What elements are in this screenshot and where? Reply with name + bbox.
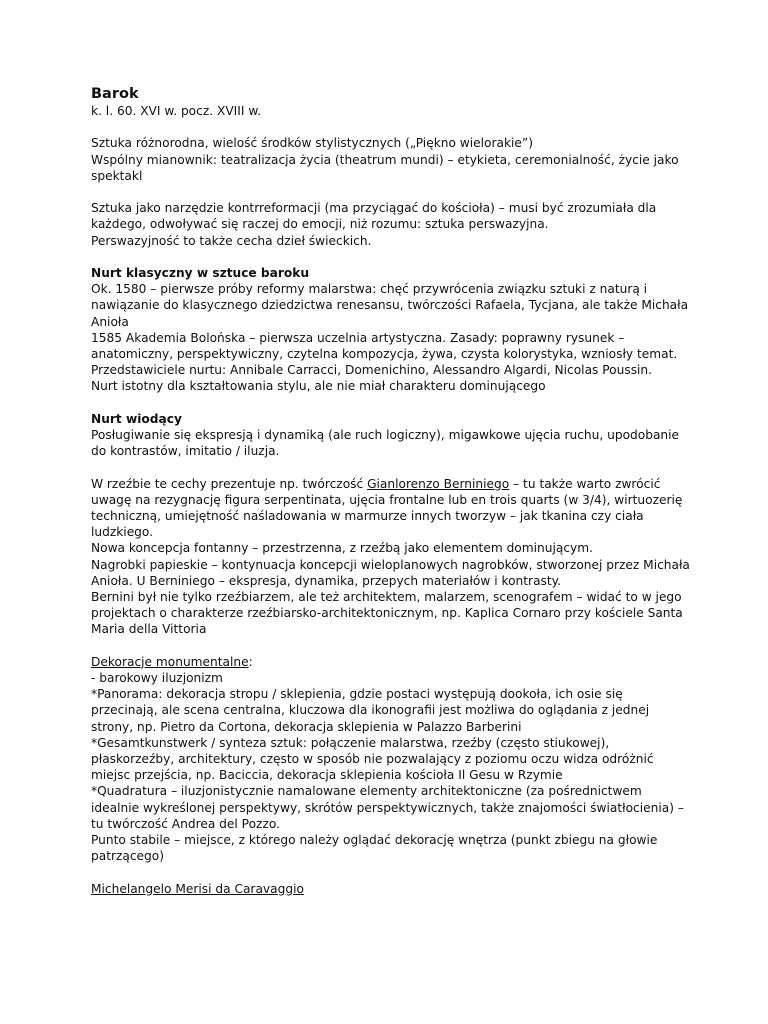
doc-title: Barok [91,86,139,102]
leading-heading: Nurt wiodący [91,411,182,426]
blank-line [91,864,691,880]
sculpture-pre-text: W rzeźbie te cechy prezentuje np. twórczość [91,476,368,491]
blank-line [91,249,691,265]
blank-line [91,459,691,475]
blank-line [91,119,691,135]
intro-paragraph-2: Wspólny mianownik: teatralizacja życia (theatrum mundi) – etykieta, ceremonialność, życie jako spektakl [91,152,679,183]
decor-paragraph-3: *Gesamtkunstwerk / synteza sztuk: połączenie malarstwa, rzeźby (często stiukowej), płaskorzeźby, architektury, często w sposób nie pozwalający z poziomu oczu widza odróżnić miejsc przejścia, np. Baciccia, dekoracja sklepienia kościoła Il Gesu w Rzymie [91,735,654,783]
intro-paragraph-1: Sztuka różnorodna, wielość środków stylistycznych („Piękno wielorakie”) [91,136,533,151]
doc-dates: k. l. 60. XVI w. pocz. XVIII w. [91,104,262,118]
sculpture-intro-paragraph [91,476,691,541]
document-page [91,86,691,897]
sculpture-post-text: – tu także warto zwrócić uwagę na rezygnację figura serpentinata, ujęcia frontalne lub en trois quarts (w 3/4), wirtuozerię techniczną, umiejętność naśladowania w marmurze innych tworzyw – jak tkanina czy ciała ludzkiego. [91,476,683,540]
bernini-name: Gianlorenzo Berniniego [367,476,510,491]
counter-paragraph-2: Perswazyjność to także cecha dzieł świeckich. [91,233,372,248]
caravaggio-heading: Michelangelo Merisi da Caravaggio [91,881,304,896]
classic-paragraph-2: 1585 Akademia Bolońska – pierwsza uczelnia artystyczna. Zasady: poprawny rysunek – anatomiczny, perspektywiczny, czytelna kompozycja, żywa, czysta kolorystyka, wzniosły temat. [91,330,678,361]
sculpture-paragraph-3: Bernini był nie tylko rzeźbiarzem, ale też architektem, malarzem, scenografem – widać to w jego projektach o charakterze rzeźbiarsko-architektonicznym, np. Kaplica Cornaro przy kościele Santa Maria della Vittoria [91,590,683,637]
decor-heading-line [91,654,691,670]
classic-heading: Nurt klasyczny w sztuce baroku [91,265,310,280]
decor-heading-colon: : [248,654,253,669]
decor-paragraph-2: *Panorama: dekoracja stropu / sklepienia, gdzie postaci występują dookoła, ich osie się przecinają, ale scena centralna, kluczowa dla ikonografii jest możliwa do oglądania z jednej strony, np. Pietro da Cortona, dekoracja sklepienia w Palazzo Barberini [91,687,650,734]
sculpture-paragraph-1: Nowa koncepcja fontanny – przestrzenna, z rzeźbą jako elementem dominującym. [91,541,593,556]
classic-paragraph-4: Nurt istotny dla kształtowania stylu, ale nie miał charakteru dominującego [91,379,546,394]
blank-line [91,638,691,654]
blank-line [91,184,691,200]
decor-paragraph-4: *Quadratura – iluzjonistycznie namalowane elementy architektoniczne (za pośrednictwem idealnie wykreślonej perspektywy, skrótów perspektywicznych, także znajomości światłocienia) – tu twórczość Andrea del Pozzo. [91,784,684,831]
sculpture-paragraph-2: Nagrobki papieskie – kontynuacja koncepcji wieloplanowych nagrobków, stworzonej przez Michała Anioła. U Berniniego – ekspresja, dynamika, przepych materiałów i kontrasty. [91,557,690,588]
leading-paragraph-1: Posługiwanie się ekspresją i dynamiką (ale ruch logiczny), migawkowe ujęcia ruchu, upodobanie do kontrastów, imitatio / iluzja. [91,428,680,459]
counter-paragraph-1: Sztuka jako narzędzie kontrreformacji (ma przyciągać do kościoła) – musi być zrozumiała dla każdego, odwoływać się raczej do emocji, niż rozumu: sztuka perswazyjna. [91,201,657,232]
blank-line [91,395,691,411]
classic-paragraph-1: Ok. 1580 – pierwsze próby reformy malarstwa: chęć przywrócenia związku sztuki z naturą i nawiązanie do klasycznego dziedzictwa renesansu, twórczości Rafaela, Tycjana, ale także Michała Anioła [91,282,689,329]
decor-heading: Dekoracje monumentalne [91,654,249,669]
decor-paragraph-1: - barokowy iluzjonizm [91,671,223,686]
classic-paragraph-3: Przedstawiciele nurtu: Annibale Carracci, Domenichino, Alessandro Algardi, Nicolas Poussin. [91,363,653,378]
decor-paragraph-5: Punto stabile – miejsce, z którego należy oglądać dekorację wnętrza (punkt zbiegu na głowie patrzącego) [91,833,658,864]
